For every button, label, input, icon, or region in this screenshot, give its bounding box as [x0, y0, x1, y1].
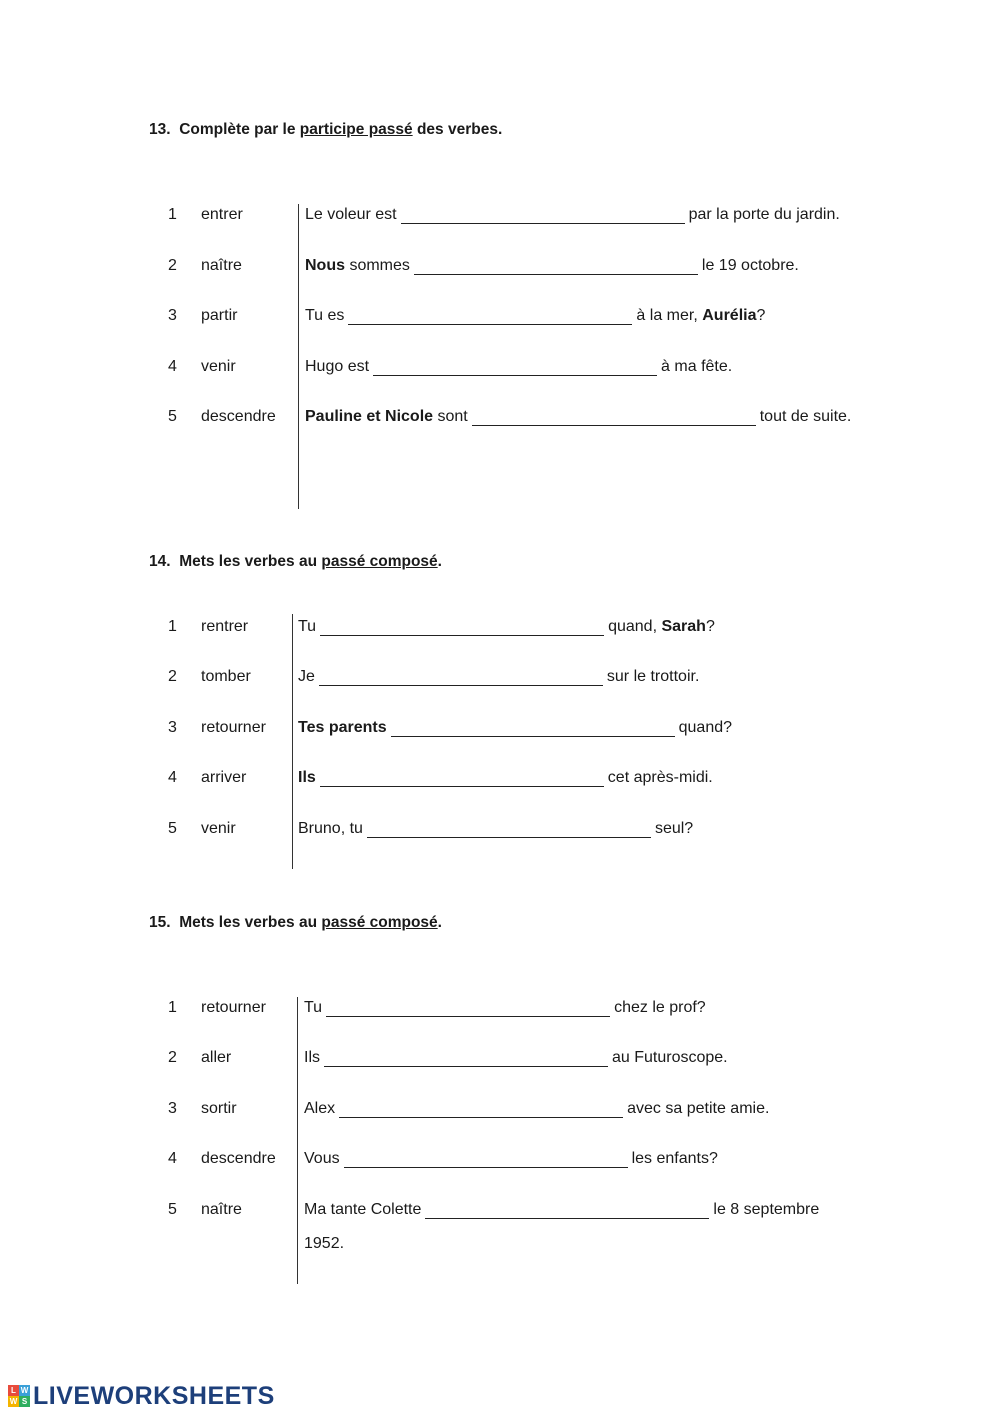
- sentence-end: les enfants?: [631, 1150, 718, 1167]
- answer-input[interactable]: [367, 820, 651, 838]
- verb-infinitive: descendre: [201, 1150, 276, 1167]
- sentence-end: le 8 septembre: [713, 1201, 820, 1218]
- liveworksheets-logo: [8, 1381, 275, 1411]
- exercise-15-number: 15.: [149, 914, 171, 931]
- sentence: [298, 719, 732, 737]
- exercise-14-title-end: .: [437, 553, 442, 570]
- verb-infinitive: rentrer: [201, 618, 249, 635]
- row-number: 3: [168, 1100, 177, 1117]
- logo-mark-icon: [8, 1385, 30, 1407]
- sentence-punctuation: ?: [705, 618, 715, 635]
- logo-letter: S: [19, 1396, 30, 1407]
- sentence-bold-subject: Tes parents: [298, 719, 387, 736]
- sentence-start: Hugo est: [305, 358, 370, 375]
- sentence: [304, 1049, 728, 1067]
- row-number: 4: [168, 769, 177, 786]
- row-number: 1: [168, 618, 177, 635]
- sentence-start: Vous: [304, 1150, 340, 1167]
- sentence-end: le 19 octobre.: [701, 257, 799, 274]
- exercise-15-title-end: .: [437, 914, 442, 931]
- answer-input[interactable]: [320, 769, 604, 787]
- sentence-continuation: 1952.: [304, 1235, 345, 1252]
- row-number: 3: [168, 719, 177, 736]
- verb-infinitive: partir: [201, 307, 238, 324]
- sentence-bold-subject: Pauline et Nicole: [305, 408, 434, 425]
- sentence: [305, 358, 732, 376]
- sentence-end: à la mer,: [636, 307, 703, 324]
- logo-letter: L: [8, 1385, 19, 1396]
- sentence: [298, 618, 715, 636]
- sentence-start: sommes: [345, 257, 410, 274]
- verb-infinitive: descendre: [201, 408, 276, 425]
- answer-input[interactable]: [401, 206, 685, 224]
- sentence: [305, 408, 851, 426]
- row-number: 2: [168, 1049, 177, 1066]
- sentence-start: Tu es: [305, 307, 345, 324]
- sentence-bold-subject: Ils: [298, 769, 316, 786]
- sentence-bold-name: Sarah: [661, 618, 706, 635]
- answer-input[interactable]: [339, 1100, 623, 1118]
- sentence-end: cet après-midi.: [607, 769, 713, 786]
- logo-letter: W: [9, 1397, 18, 1406]
- sentence-end: au Futuroscope.: [612, 1049, 728, 1066]
- exercise-13-number: 13.: [149, 121, 171, 138]
- sentence: [304, 999, 706, 1017]
- answer-input[interactable]: [348, 307, 632, 325]
- sentence: [304, 1100, 769, 1118]
- exercise-13-title: Complète par le: [179, 121, 296, 138]
- sentence-start: Je: [298, 668, 315, 685]
- sentence: [304, 1150, 718, 1168]
- sentence-end: quand?: [678, 719, 733, 736]
- sentence-start: sont: [433, 408, 468, 425]
- row-number: 3: [168, 307, 177, 324]
- sentence: [298, 668, 699, 686]
- exercise-13-divider: [298, 204, 299, 509]
- sentence: [305, 257, 799, 275]
- row-number: 4: [168, 1150, 177, 1167]
- sentence: [305, 307, 765, 325]
- answer-input[interactable]: [373, 358, 657, 376]
- exercise-14-heading: [149, 553, 442, 571]
- sentence-end: avec sa petite amie.: [627, 1100, 770, 1117]
- verb-infinitive: venir: [201, 358, 236, 375]
- sentence-start: Alex: [304, 1100, 336, 1117]
- sentence-end: par la porte du jardin.: [688, 206, 840, 223]
- exercise-13-title-end: des verbes.: [416, 121, 503, 138]
- logo-letter: W: [20, 1386, 29, 1395]
- verb-infinitive: naître: [201, 1201, 242, 1218]
- sentence-end: seul?: [654, 820, 694, 837]
- exercise-14-title: Mets les verbes au: [179, 553, 318, 570]
- exercise-15-title-underlined: passé composé: [321, 914, 438, 931]
- exercise-15-heading: [149, 914, 442, 932]
- sentence-end: sur le trottoir.: [606, 668, 700, 685]
- exercise-14-title-underlined: passé composé: [321, 553, 438, 570]
- sentence: [298, 769, 713, 787]
- answer-input[interactable]: [319, 668, 603, 686]
- answer-input[interactable]: [472, 408, 756, 426]
- sentence-bold-subject: Nous: [305, 257, 345, 274]
- exercise-15-divider: [297, 997, 298, 1284]
- sentence-start: Bruno, tu: [298, 820, 363, 837]
- row-number: 1: [168, 999, 177, 1016]
- sentence: [304, 1201, 819, 1219]
- row-number: 5: [168, 408, 177, 425]
- answer-input[interactable]: [425, 1201, 709, 1219]
- exercise-13-heading: [149, 121, 502, 139]
- row-number: 4: [168, 358, 177, 375]
- verb-infinitive: tomber: [201, 668, 251, 685]
- row-number: 1: [168, 206, 177, 223]
- sentence-end: quand,: [608, 618, 662, 635]
- verb-infinitive: venir: [201, 820, 236, 837]
- answer-input[interactable]: [320, 618, 604, 636]
- sentence-start: Le voleur est: [305, 206, 397, 223]
- verb-infinitive: retourner: [201, 999, 266, 1016]
- sentence: [305, 206, 840, 224]
- row-number: 5: [168, 820, 177, 837]
- sentence-start: Tu: [304, 999, 323, 1016]
- answer-input[interactable]: [344, 1150, 628, 1168]
- sentence-end: à ma fête.: [661, 358, 733, 375]
- verb-infinitive: retourner: [201, 719, 266, 736]
- row-number: 2: [168, 257, 177, 274]
- sentence-end: chez le prof?: [614, 999, 706, 1016]
- sentence-start: Ils: [304, 1049, 320, 1066]
- verb-infinitive: entrer: [201, 206, 243, 223]
- row-number: 5: [168, 1201, 177, 1218]
- verb-infinitive: naître: [201, 257, 242, 274]
- verb-infinitive: arriver: [201, 769, 247, 786]
- answer-input[interactable]: [391, 719, 675, 737]
- sentence-start: Ma tante Colette: [304, 1201, 422, 1218]
- exercise-14-divider: [292, 614, 293, 869]
- sentence-start: Tu: [298, 618, 317, 635]
- sentence: [298, 820, 693, 838]
- answer-input[interactable]: [324, 1049, 608, 1067]
- verb-infinitive: aller: [201, 1049, 232, 1066]
- sentence-bold-name: Aurélia: [702, 307, 757, 324]
- row-number: 2: [168, 668, 177, 685]
- verb-infinitive: sortir: [201, 1100, 237, 1117]
- exercise-13-title-underlined: participe passé: [299, 121, 413, 138]
- answer-input[interactable]: [326, 999, 610, 1017]
- logo-text: LIVEWORKSHEETS: [33, 1381, 275, 1410]
- exercise-15-title: Mets les verbes au: [179, 914, 318, 931]
- sentence-end: tout de suite.: [759, 408, 852, 425]
- sentence-punctuation: ?: [756, 307, 766, 324]
- answer-input[interactable]: [414, 257, 698, 275]
- exercise-14-number: 14.: [149, 553, 171, 570]
